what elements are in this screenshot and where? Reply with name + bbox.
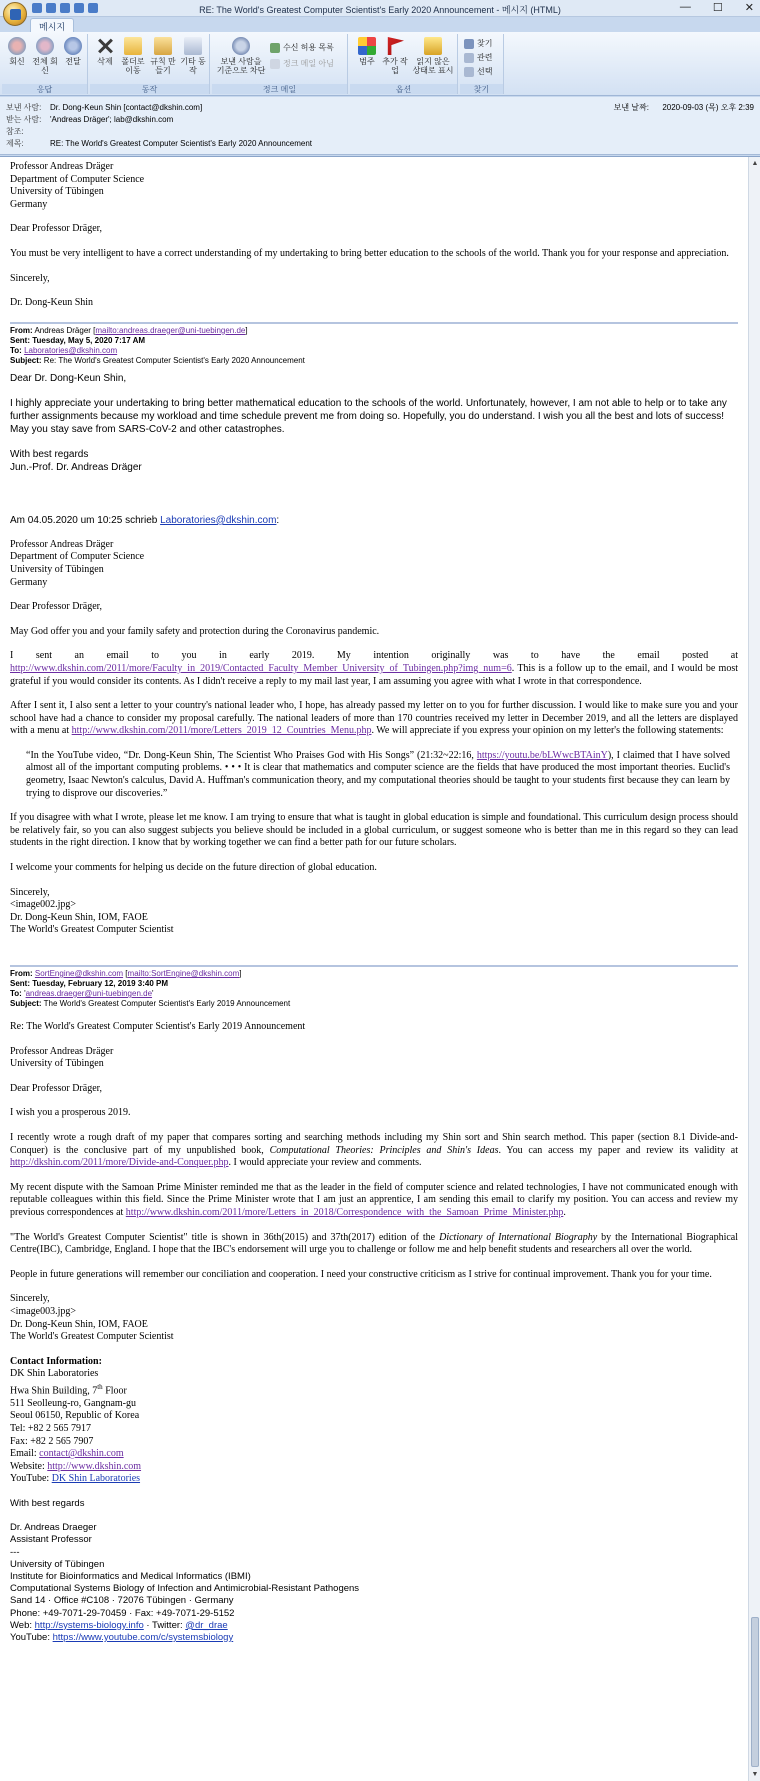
mark-unread-button[interactable]: 읽지 않은 상태로 표시 xyxy=(412,37,454,75)
minimize-button[interactable]: — xyxy=(679,1,691,13)
reply-all-icon xyxy=(36,37,54,55)
office-button[interactable] xyxy=(3,2,27,26)
quoted-message-2: Professor Andreas Dräger Department of Computer Science University of Tübingen Germany Dear Professor Dräger, May God offer you and your family safety and protection during the Coronavirus pandemic. I sent an email to you in early 2019. My intention originally was to have the email posted at http://www.dkshin.com/2011/more/Faculty_in_2019/Contacted_Faculty_Member_University_of_Tubingen.php?img_num=6. This is a follow up to the email, and I would be most grateful if you would consider its contents. As I didn't receive a reply to my mail last year, I am assuming you agree with what I wrote in that correspondence. After I sent it, I also sent a letter to your country's national leader who, I hope, has already passed my letter on to you for further discussion. I would like to make sure you and your school have had a chance to consider my proposal carefully. The national leaders of more than 170 countries received my letter in December 2019, and all the letters are displayed with a menu at http://www.dkshin.com/2011/more/Letters_2019_12_Countries_Menu.php. We will appreciate if you express your opinion on my letter's the following statements: “In the YouTube video, “Dr. Dong-Keun Shin, The Scientist Who Praises God with His Songs” (21:32~22:16, https://youtu.be/bLWwcBTAinY), I claimed that I have solved almost all of the important computing problems. • • • It is clear that mathematics and computer science are the fields that have produced the most important theories. Euclid's geometry, Isaac Newton's calculus, David A. Huffman's communication theory, and my computational theories should be taught to your students first because they can learn by trying to disprove our discoveries.” If you disagree with what I wrote, please let me know. I am trying to ensure that what is taught in global education is simple and foundational. This curriculum design process should be relatively fair, so you can also suggest subjects you believe should be included in a global curriculum, or suggest someone who is better than me in this regard so they can lead students in the right direction. I know that by working together we can find a better path for our future scholars. I welcome your comments for helping us decide on the future direction of global education. Sincerely, <image002.jpg> Dr. Dong-Keun Shin, IOM, FAOE The World's Greatest Computer Scientist xyxy=(10,538,738,936)
binoculars-icon xyxy=(464,39,474,49)
from-row: 보낸 사람: Dr. Dong-Keun Shin [contact@dkshin.com] xyxy=(6,103,203,112)
unread-icon xyxy=(424,37,442,55)
maximize-button[interactable]: ☐ xyxy=(712,2,723,14)
draeger-signature: With best regards Dr. Andreas Draeger Assistant Professor --- University of Tübingen Institute for Bioinformatics and Medical Informatics (IBMI) Computational Systems Biology of Infection and Antimicrobial-Resistant Pathogens Sand 14 · Office #C108 · 72076 Tübingen · Germany Phone: +49-7071-29-70459 · Fax: +49-7071-29-5152 Web: http://systems-biology.info · Twitter: @dr_drae YouTube: https://www.youtube.com/c/systemsbiology xyxy=(10,1497,360,1643)
quoted-message-1: Dear Dr. Dong-Keun Shin, I highly appreciate your undertaking to bring better mathematical education to the schools of the world. Unfortunately, however, I am not able to help or to take any further assignments because my workload and time schedule prevent me from doing so. Hopefully, you do understand. I wish you all the best and lots of success! May you stay save from SARS-CoV-2 and other catastrophes. With best regards Jun.-Prof. Dr. Andreas Dräger Am 04.05.2020 um 10:25 schrieb Laboratories@dkshin.com: xyxy=(10,372,727,526)
separator xyxy=(10,965,738,967)
youtube-channel-link[interactable]: DK Shin Laboratories xyxy=(51,1473,141,1485)
options-group xyxy=(350,34,458,94)
respond-group-label: 응답 xyxy=(2,84,87,94)
vertical-scrollbar[interactable] xyxy=(748,157,760,1781)
cc-row: 참조: xyxy=(6,127,24,136)
categorize-button[interactable]: 범주 xyxy=(354,37,380,66)
forward-icon xyxy=(64,37,82,55)
options-group-label: 옵션 xyxy=(350,84,457,94)
reply-all-button[interactable]: 전체 회신 xyxy=(32,37,58,75)
sent-date: 보낸 날짜: 2020-09-03 (목) 오후 2:39 xyxy=(613,103,754,112)
block-sender-button[interactable]: 보낸 사람을 기준으로 차단 xyxy=(216,37,266,75)
categorize-icon xyxy=(358,37,376,55)
select-icon xyxy=(464,67,474,77)
twitter-link[interactable]: @dr_drae xyxy=(185,1619,228,1631)
other-actions-button[interactable]: 기타 동작 xyxy=(180,37,206,75)
respond-group xyxy=(2,34,88,94)
forward-button[interactable]: 전달 xyxy=(60,37,86,66)
quoted-header-1: From: Andreas Dräger [mailto:andreas.draeger@uni-tuebingen.de] Sent: Tuesday, May 5, 2020 7:17 AM To: Laboratories@dkshin.com Subject: Re: The World's Greatest Computer Scientist's Early 2020 Announcement xyxy=(10,325,305,365)
find-group xyxy=(460,34,504,94)
actions-group-label: 동작 xyxy=(90,84,209,94)
junk-group-label: 정크 메일 xyxy=(212,84,347,94)
flag-icon xyxy=(386,37,404,55)
to-row: 받는 사람: 'Andreas Dräger'; lab@dkshin.com xyxy=(6,115,174,124)
safe-list-button[interactable]: 수신 허용 목록 xyxy=(270,42,334,53)
reply-icon xyxy=(8,37,26,55)
faculty-link[interactable]: http://www.dkshin.com/2011/more/Faculty_in_2019/Contacted_Faculty_Member_University_of_Tubingen.php?img_num=6 xyxy=(10,662,512,674)
find-button[interactable]: 찾기 xyxy=(464,38,492,49)
scroll-up-icon[interactable]: ▲ xyxy=(751,160,759,167)
systems-biology-link[interactable]: http://systems-biology.info xyxy=(34,1619,144,1631)
block-sender-icon xyxy=(232,37,250,55)
separator xyxy=(10,322,738,324)
not-junk-button[interactable]: 정크 메일 아님 xyxy=(270,58,334,69)
related-icon xyxy=(464,53,474,63)
quote-email-link[interactable]: Laboratories@dkshin.com xyxy=(160,514,277,526)
message-body[interactable] xyxy=(0,156,760,1781)
contact-email-link[interactable]: contact@dkshin.com xyxy=(39,1448,124,1460)
draeger-email-link[interactable]: andreas.draeger@uni-tuebingen.de xyxy=(25,989,153,998)
sortengine-mailto-link[interactable]: mailto:SortEngine@dkshin.com xyxy=(127,969,240,978)
systemsbiology-youtube-link[interactable]: https://www.youtube.com/c/systemsbiology xyxy=(52,1631,234,1643)
related-button[interactable]: 관련 xyxy=(464,52,492,63)
subject-value: RE: The World's Greatest Computer Scientist's Early 2020 Announcement xyxy=(50,139,312,148)
to-value[interactable]: 'Andreas Dräger'; lab@dkshin.com xyxy=(50,115,174,124)
reply-message: Professor Andreas Dräger Department of Computer Science University of Tübingen Germany Dear Professor Dräger, You must be very intelligent to have a correct understanding of my undertaking to bring better education to the schools of the world. Thank you for your response and appreciation. Sincerely, Dr. Dong-Keun Shin xyxy=(10,161,729,309)
delete-icon xyxy=(96,37,114,55)
ribbon-tabs xyxy=(30,18,74,32)
tab-message[interactable]: 메시지 xyxy=(30,18,74,32)
delete-button[interactable]: 삭제 xyxy=(92,37,118,66)
folder-icon xyxy=(124,37,142,55)
subject-row: 제목: RE: The World's Greatest Computer Scientist's Early 2020 Announcement xyxy=(6,139,312,148)
mailto-link[interactable]: mailto:andreas.draeger@uni-tuebingen.de xyxy=(95,325,246,335)
close-button[interactable]: ✕ xyxy=(744,2,754,14)
create-rule-button[interactable]: 규칙 만들기 xyxy=(150,37,176,75)
website-link[interactable]: http://www.dkshin.com xyxy=(47,1460,142,1472)
follow-up-button[interactable]: 추가 작업 xyxy=(382,37,408,75)
actions-group xyxy=(90,34,210,94)
quoted-header-2: From: SortEngine@dkshin.com [mailto:SortEngine@dkshin.com] Sent: Tuesday, February 12, 2019 3:40 PM To: 'andreas.draeger@uni-tuebingen.de' Subject: The World's Greatest Computer Scientist's Early 2019 Announcement xyxy=(10,969,291,1008)
youtube-link[interactable]: https://youtu.be/bLWwcBTAinY xyxy=(476,749,608,761)
scrollbar-thumb[interactable] xyxy=(751,1617,759,1767)
move-to-folder-button[interactable]: 폴더로 이동 xyxy=(120,37,146,75)
letters-menu-link[interactable]: http://www.dkshin.com/2011/more/Letters_2019_12_Countries_Menu.php xyxy=(71,725,372,737)
to-link[interactable]: Laboratories@dkshin.com xyxy=(24,345,118,355)
find-group-label: 찾기 xyxy=(460,84,503,94)
samoan-correspondence-link[interactable]: http://www.dkshin.com/2011/more/Letters_in_2018/Correspondence_with_the_Samoan_Prime_Minister.php xyxy=(125,1206,564,1218)
title-bar xyxy=(0,0,760,17)
select-button[interactable]: 선택 xyxy=(464,66,492,77)
reply-button[interactable]: 회신 xyxy=(4,37,30,66)
message-headers xyxy=(0,97,760,155)
other-actions-icon xyxy=(184,37,202,55)
from-value[interactable]: Dr. Dong-Keun Shin [contact@dkshin.com] xyxy=(50,103,203,112)
rule-icon xyxy=(154,37,172,55)
safe-list-icon xyxy=(270,43,280,53)
scroll-down-icon[interactable]: ▼ xyxy=(751,1771,759,1778)
window-title: RE: The World's Greatest Computer Scientist's Early 2020 Announcement - 메시지 (HTML) xyxy=(199,5,561,15)
ribbon xyxy=(0,32,760,96)
sortengine-link[interactable]: SortEngine@dkshin.com xyxy=(34,969,124,978)
not-junk-icon xyxy=(270,59,280,69)
divide-conquer-link[interactable]: http://dkshin.com/2011/more/Divide-and-Conquer.php xyxy=(10,1157,229,1169)
quoted-message-3: Re: The World's Greatest Computer Scientist's Early 2019 Announcement Professor Andreas Dräger University of Tübingen Dear Professor Dräger, I wish you a prosperous 2019. I recently wrote a rough draft of my paper that compares sorting and searching methods including my Shin sort and Shin search method. This paper (section 8.1 Divide-and-Conquer) is the conclusive part of my unpublished book, Computational Theories: Principles and Shin's Ideas. You can access my paper and review its validity at http://dkshin.com/2011/more/Divide-and-Conquer.php. I would appreciate your review and comments. My recent dispute with the Samoan Prime Minister reminded me that as the leader in the field of computer science and related technologies, I have not communicated enough with reputable colleagues within this field. Since the Prime Minister wrote that I am just an apprentice, I am sending this email to clarify my position. You can access and review my previous correspondences at http://www.dkshin.com/2011/more/Letters_in_2018/Correspondence_with_the_Samoan_Prime_Minister.php. "The World's Greatest Computer Scientist" title is shown in 36th(2015) and 37th(2017) edition of the Dictionary of International Biography by the International Biographical Centre(IBC), Cambridge, England. I hope that the IBC's endorsement will urge you to challenge or follow me and help benefit students and researchers all over the world. People in future generations will remember our conciliation and cooperation. I need your constructive criticism as I strive for continual improvement. Thank you for your time. Sincerely, <image003.jpg> Dr. Dong-Keun Shin, IOM, FAOE The World's Greatest Computer Scientist Contact Information: DK Shin Laboratories Hwa Shin Building, 7th Floor 511 Seolleung-ro, Gangnam-gu Seoul 06150, Republic of Korea Tel: +82 2 565 7917 Fax: +82 2 565 7907 Email: contact@dkshin.com Website: http://www.dkshin.com YouTube: DK Shin Laboratories xyxy=(10,1021,738,1485)
junk-group xyxy=(212,34,348,94)
